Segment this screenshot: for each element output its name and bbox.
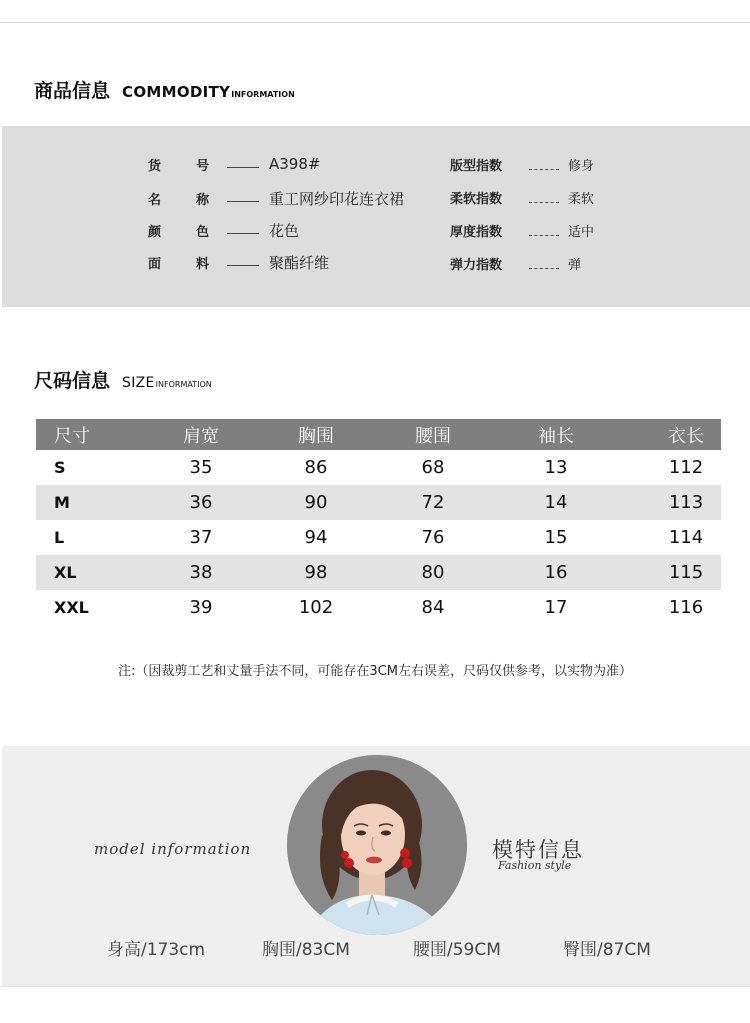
table-row xyxy=(36,450,721,485)
field-fabric xyxy=(148,250,448,274)
field-value: 聚酯纤维 xyxy=(269,253,330,272)
table-cell: XXL xyxy=(54,598,89,617)
field-softness-index xyxy=(450,185,650,209)
table-row xyxy=(36,555,721,590)
field-dash xyxy=(529,268,559,269)
bottom-divider xyxy=(0,986,750,987)
commodity-info-panel xyxy=(2,126,750,307)
table-cell: L xyxy=(54,528,65,547)
table-cell: 115 xyxy=(668,562,704,583)
field-label: 厚度指数 xyxy=(450,224,503,240)
table-cell: S xyxy=(54,458,66,477)
table-row xyxy=(36,485,721,520)
size-title-en: SIZE xyxy=(122,375,155,391)
model-script-label: model information xyxy=(94,840,252,858)
size-title-cn: 尺码信息 xyxy=(34,370,111,392)
commodity-section-title xyxy=(34,76,295,103)
field-value: 适中 xyxy=(568,224,595,240)
table-cell: 90 xyxy=(304,492,328,513)
field-label-char1: 面 xyxy=(148,256,162,272)
table-row xyxy=(36,590,721,625)
field-dash xyxy=(529,202,559,203)
table-cell: 112 xyxy=(668,457,704,478)
table-cell: 80 xyxy=(421,562,445,583)
model-title-script: Fashion style xyxy=(498,859,572,872)
table-cell: 116 xyxy=(668,597,704,618)
table-row xyxy=(36,520,721,555)
size-section-title xyxy=(34,366,212,393)
table-cell: 94 xyxy=(304,527,328,548)
table-cell: XL xyxy=(54,563,77,582)
table-cell: 114 xyxy=(668,527,704,548)
table-cell: 38 xyxy=(189,562,213,583)
field-fit-index xyxy=(450,152,650,176)
commodity-title-en: COMMODITY xyxy=(122,83,231,101)
field-dash xyxy=(227,233,259,234)
field-value: A398# xyxy=(269,155,321,173)
field-value: 修身 xyxy=(568,158,595,174)
header-cell: 腰围 xyxy=(415,425,451,447)
table-cell: 17 xyxy=(544,597,568,618)
header-cell: 肩宽 xyxy=(183,425,219,447)
table-cell: 86 xyxy=(304,457,328,478)
field-dash xyxy=(227,265,259,266)
table-cell: 113 xyxy=(668,492,704,513)
field-label-char2: 称 xyxy=(196,192,210,208)
field-label-char2: 料 xyxy=(196,256,210,272)
field-label-char1: 名 xyxy=(148,192,162,208)
field-dash xyxy=(529,169,559,170)
size-table-header xyxy=(36,419,721,450)
field-label: 弹力指数 xyxy=(450,257,503,273)
field-elasticity-index xyxy=(450,251,650,275)
field-label-char1: 货 xyxy=(148,158,162,174)
table-cell: 39 xyxy=(189,597,213,618)
field-label-char1: 颜 xyxy=(148,224,162,240)
table-cell: 37 xyxy=(189,527,213,548)
commodity-title-en-small: INFORMATION xyxy=(231,90,295,99)
table-cell: M xyxy=(54,493,70,512)
top-divider xyxy=(0,22,750,23)
model-bust: 胸围/83CM xyxy=(262,940,350,960)
size-title-en-small: INFORMATION xyxy=(155,380,212,389)
header-cell: 衣长 xyxy=(668,425,704,447)
header-cell: 胸围 xyxy=(298,425,334,447)
field-label: 柔软指数 xyxy=(450,191,503,207)
field-label-char2: 号 xyxy=(196,158,210,174)
size-note: 注:（因裁剪工艺和丈量手法不同，可能存在3CM左右误差，尺码仅供参考，以实物为准） xyxy=(118,664,632,679)
model-portrait xyxy=(287,755,467,935)
field-product-name xyxy=(148,186,448,210)
field-dash xyxy=(529,235,559,236)
field-item-number xyxy=(148,152,448,176)
header-cell: 尺寸 xyxy=(54,425,90,447)
model-hips: 臀围/87CM xyxy=(563,940,651,960)
table-cell: 68 xyxy=(421,457,445,478)
field-label: 版型指数 xyxy=(450,158,503,174)
model-title-cn: 模特信息 xyxy=(492,838,584,862)
field-label-char2: 色 xyxy=(196,224,210,240)
field-value: 弹 xyxy=(568,257,582,273)
table-cell: 84 xyxy=(421,597,445,618)
size-table xyxy=(36,419,721,625)
header-cell: 袖长 xyxy=(538,425,574,447)
commodity-title-cn: 商品信息 xyxy=(34,80,111,102)
field-thickness-index xyxy=(450,218,650,242)
table-cell: 14 xyxy=(544,492,568,513)
model-portrait-illustration xyxy=(287,755,467,935)
table-cell: 72 xyxy=(421,492,445,513)
table-cell: 16 xyxy=(544,562,568,583)
table-cell: 15 xyxy=(544,527,568,548)
table-cell: 36 xyxy=(189,492,213,513)
table-cell: 13 xyxy=(544,457,568,478)
table-cell: 76 xyxy=(421,527,445,548)
field-value: 重工网纱印花连衣裙 xyxy=(269,189,405,208)
table-cell: 102 xyxy=(298,597,334,618)
table-cell: 35 xyxy=(189,457,213,478)
field-value: 花色 xyxy=(269,221,300,240)
table-cell: 98 xyxy=(304,562,328,583)
model-height: 身高/173cm xyxy=(107,940,206,960)
field-dash xyxy=(227,167,259,168)
model-waist: 腰围/59CM xyxy=(413,940,501,960)
field-value: 柔软 xyxy=(568,191,595,207)
field-dash xyxy=(227,201,259,202)
field-color xyxy=(148,218,448,242)
